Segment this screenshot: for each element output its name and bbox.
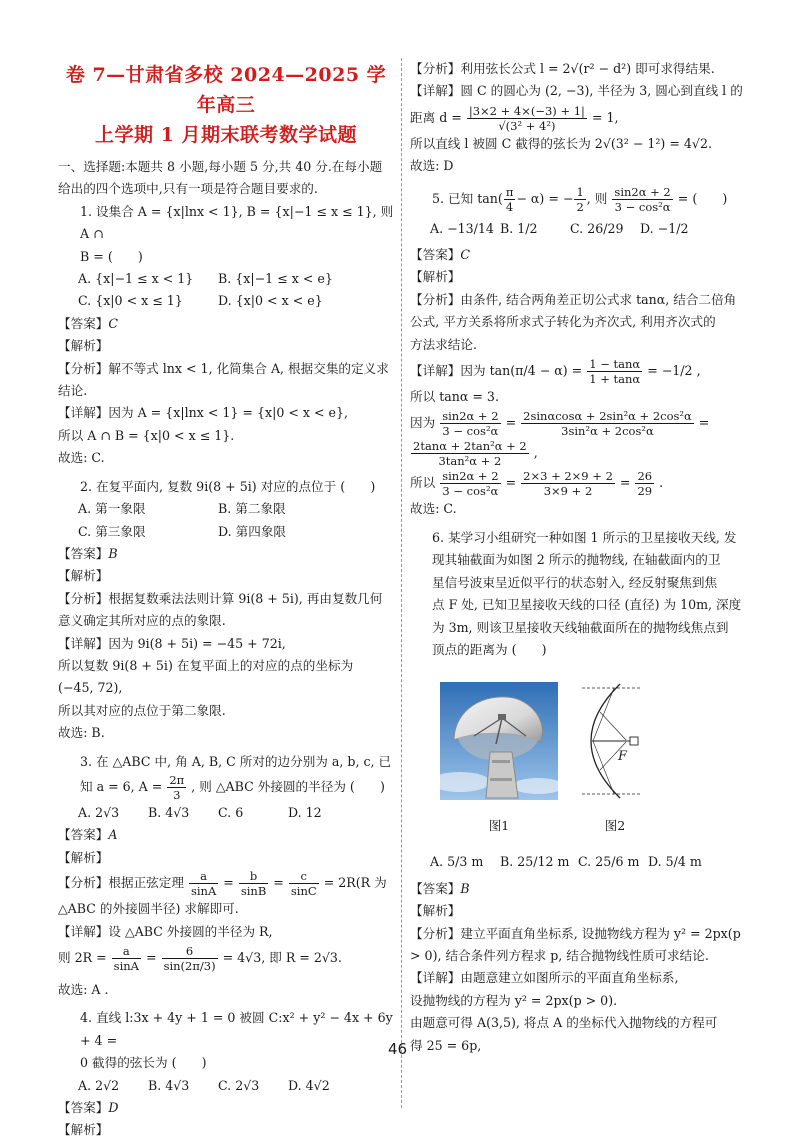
frac-den: 29 bbox=[637, 484, 653, 499]
q6-detail bbox=[410, 967, 746, 989]
q5-frac-b bbox=[521, 409, 694, 438]
q3-detail-2a: 则 2R = bbox=[58, 950, 107, 965]
frac-den: 4 bbox=[505, 199, 514, 214]
q2-option-c: C. 第三象限 bbox=[78, 523, 146, 539]
frac-den: 3 bbox=[173, 787, 181, 802]
equals: = bbox=[505, 475, 517, 491]
frac-num: sin2α + 2 bbox=[614, 184, 671, 199]
period: . bbox=[659, 475, 664, 491]
title-line-1: 卷 7—甘肃省多校 2024—2025 学年高三 bbox=[65, 64, 387, 116]
equals: = bbox=[145, 950, 157, 965]
answer-label: 【答案】 bbox=[58, 545, 109, 561]
q3-fenxi bbox=[58, 869, 394, 898]
q5-fenxi-3: 方法求结论. bbox=[410, 336, 477, 352]
equals: = bbox=[273, 875, 284, 891]
q4-stem-1: 4. 直线 l:3x + 4y + 1 = 0 被圆 C:x² + y² − 4x + 6y + 4 = bbox=[80, 1010, 393, 1048]
frac-num: b bbox=[239, 869, 268, 884]
q5-options bbox=[410, 218, 746, 240]
q6-option-d: D. 5/4 m bbox=[648, 854, 702, 870]
q1-analysis-header: 【解析】 bbox=[58, 338, 109, 354]
q2-answer-value: B bbox=[108, 545, 118, 561]
q6-stem-2: 现其轴截面为如图 2 所示的抛物线, 在轴截面内的卫 bbox=[432, 552, 721, 568]
q1-fenxi-cont: 结论. bbox=[58, 383, 88, 399]
law-fraction-a bbox=[189, 869, 218, 898]
q2-analysis-header: 【解析】 bbox=[58, 568, 109, 584]
q5-frac-1 bbox=[504, 185, 516, 214]
q6-fenxi-text: 建立平面直角坐标系, 设抛物线方程为 y² = 2px(p bbox=[460, 925, 741, 941]
q4-option-a: A. 2√2 bbox=[78, 1077, 120, 1093]
q5-detail bbox=[410, 356, 746, 386]
q5-frac-c bbox=[411, 439, 529, 468]
q5-fenxi-2: 公式, 平方关系将所求式子转化为齐次式, 利用齐次式的 bbox=[410, 314, 716, 330]
q6-answer bbox=[410, 878, 746, 900]
frac-num: sin2α + 2 bbox=[442, 409, 499, 424]
frac-den: sin(2π/3) bbox=[163, 959, 216, 973]
question-3 bbox=[58, 751, 394, 1002]
answer-label: 【答案】 bbox=[410, 247, 461, 263]
section-instruction-2: 给出的四个选项中,只有一项是符合题目要求的. bbox=[58, 181, 318, 197]
q5-frac-a bbox=[440, 409, 500, 438]
q5-detail-3 bbox=[410, 408, 746, 438]
question-5 bbox=[410, 184, 746, 521]
q1-answer-value: C bbox=[108, 315, 119, 331]
q5-frac-3 bbox=[612, 185, 672, 214]
frac-den: 2 bbox=[576, 199, 584, 214]
frac-num: 2×3 + 2×9 + 2 bbox=[523, 469, 613, 484]
q5-option-b: B. 1/2 bbox=[500, 220, 538, 236]
q4-conclusion: 故选: D bbox=[410, 158, 454, 174]
q3-analysis-header: 【解析】 bbox=[58, 849, 109, 865]
question-2 bbox=[58, 476, 394, 745]
q4-analysis-header: 【解析】 bbox=[58, 1122, 109, 1138]
satellite-dish-photo bbox=[440, 682, 558, 800]
question-6 bbox=[410, 527, 746, 1057]
frac-den: 3sin²α + 2cos²α bbox=[561, 424, 654, 439]
q5-stem-a: 5. 已知 tan( bbox=[432, 190, 503, 206]
xiangjie-label: 【详解】 bbox=[58, 635, 109, 651]
title-line-2: 上学期 1 月期末联考数学试题 bbox=[95, 124, 357, 146]
q3-detail-2b: = 4√3, 即 R = 2√3. bbox=[222, 950, 342, 965]
q4-detail-3: 所以直线 l 被圆 C 截得的弦长为 2√(3² − 1²) = 4√2. bbox=[410, 135, 712, 151]
q3-option-c: C. 6 bbox=[218, 804, 244, 820]
q2-option-b: B. 第二象限 bbox=[218, 501, 286, 517]
frac-den: 3×9 + 2 bbox=[543, 484, 593, 499]
page-number: 46 bbox=[388, 1040, 408, 1058]
frac-den: 3 − cos²α bbox=[614, 199, 671, 214]
frac-num: 2π bbox=[169, 772, 185, 787]
detail-fraction-a bbox=[112, 944, 141, 973]
q5-detail-5 bbox=[410, 468, 746, 498]
frac-num: 2sinαcosα + 2sin²α + 2cos²α bbox=[523, 409, 692, 424]
frac-den: sinB bbox=[240, 884, 267, 899]
figure-1-caption: 图1 bbox=[488, 817, 510, 833]
q5-tan-fraction bbox=[587, 357, 642, 386]
q6-options bbox=[410, 851, 746, 873]
answer-label: 【答案】 bbox=[410, 880, 461, 896]
q4-answer bbox=[58, 1097, 394, 1119]
q5-stem-d: = ( ) bbox=[677, 190, 728, 206]
q3-answer bbox=[58, 824, 394, 846]
q5-stem-c: , 则 bbox=[586, 190, 608, 206]
q2-fenxi bbox=[58, 588, 394, 610]
frac-den: 3tan²α + 2 bbox=[438, 454, 502, 469]
q5-answer-value: C bbox=[460, 247, 471, 263]
fenxi-label: 【分析】 bbox=[410, 925, 461, 941]
q3-fenxi-cont: △ABC 的外接圆半径) 求解即可. bbox=[58, 901, 239, 917]
q1-detail-2: 所以 A ∩ B = {x|0 < x ≤ 1}. bbox=[58, 427, 235, 443]
q1-option-a: A. {x|−1 ≤ x < 1} bbox=[78, 271, 194, 287]
frac-den: sinC bbox=[290, 884, 317, 899]
xiangjie-label: 【详解】 bbox=[410, 363, 461, 379]
frac-num: π bbox=[505, 184, 514, 199]
q3-stem-2a: 知 a = 6, A = bbox=[80, 778, 163, 794]
answer-label: 【答案】 bbox=[58, 827, 109, 843]
fenxi-label: 【分析】 bbox=[58, 360, 109, 376]
equals: = bbox=[698, 415, 710, 431]
q5-frac-d bbox=[440, 469, 500, 498]
q5-frac-2 bbox=[574, 185, 585, 214]
q1-detail bbox=[58, 402, 394, 424]
fenxi-label: 【分析】 bbox=[410, 61, 461, 76]
q2-answer bbox=[58, 543, 394, 565]
q6-option-b: B. 25/12 m bbox=[500, 854, 570, 870]
q3-angle-fraction bbox=[167, 773, 186, 802]
q3-detail bbox=[58, 921, 394, 943]
xiangjie-label: 【详解】 bbox=[410, 83, 461, 99]
q3-option-d: D. 12 bbox=[288, 804, 322, 820]
q2-option-a: A. 第一象限 bbox=[78, 501, 146, 517]
distance-fraction bbox=[467, 104, 587, 133]
q2-conclusion: 故选: B. bbox=[58, 725, 105, 741]
q2-option-d: D. 第四象限 bbox=[218, 523, 287, 539]
q3-stem-2 bbox=[58, 773, 394, 802]
q5-fenxi bbox=[410, 289, 746, 311]
q4-detail-2b: = 1, bbox=[591, 109, 619, 125]
q5-option-d: D. −1/2 bbox=[640, 220, 689, 236]
q1-option-c: C. {x|0 < x ≤ 1} bbox=[78, 293, 183, 309]
q6-analysis-header: 【解析】 bbox=[410, 903, 461, 919]
left-column bbox=[58, 58, 394, 1142]
q6-detail-3: 由题意可得 A(3,5), 将点 A 的坐标代入抛物线的方程可 bbox=[410, 1015, 718, 1031]
q1-option-b: B. {x|−1 ≤ x < e} bbox=[218, 271, 333, 287]
q3-detail-2 bbox=[58, 943, 394, 973]
q6-stem-4: 点 F 处, 已知卫星接收天线的口径 (直径) 为 10m, 深度 bbox=[432, 597, 742, 613]
frac-num: 26 bbox=[637, 469, 653, 484]
parabola-diagram bbox=[580, 682, 650, 800]
q1-option-d: D. {x|0 < x < e} bbox=[218, 293, 323, 309]
frac-num: |3×2 + 4×(−3) + 1| bbox=[468, 103, 585, 118]
section-instruction: 一、选择题:本题共 8 小题,每小题 5 分,共 40 分.在每小题 bbox=[58, 159, 383, 174]
law-fraction-c bbox=[289, 869, 319, 898]
q2-detail-4: 所以其对应的点位于第二象限. bbox=[58, 702, 226, 718]
q4-option-c: C. 2√3 bbox=[218, 1077, 260, 1093]
frac-num: a bbox=[189, 869, 218, 884]
q4-detail-2 bbox=[410, 103, 746, 133]
q2-detail-text: 因为 9i(8 + 5i) = −45 + 72i, bbox=[108, 635, 286, 651]
xiangjie-label: 【详解】 bbox=[410, 970, 461, 986]
frac-num: 1 bbox=[576, 184, 584, 199]
q5-fenxi-text: 由条件, 结合两角差正切公式求 tanα, 结合二倍角 bbox=[460, 291, 737, 307]
q3-stem-2b: , 则 △ABC 外接圆的半径为 ( ) bbox=[191, 778, 385, 794]
equals: = bbox=[223, 875, 234, 891]
q5-frac-f bbox=[635, 469, 654, 498]
q4-stem-2: 0 截得的弦长为 ( ) bbox=[80, 1055, 207, 1071]
frac-num: a bbox=[112, 944, 141, 959]
equals: = bbox=[505, 415, 517, 431]
q1-answer bbox=[58, 313, 394, 335]
q5-frac-e bbox=[521, 469, 615, 498]
q4-option-b: B. 4√3 bbox=[148, 1077, 190, 1093]
q3-fenxi-tail: = 2R(R 为 bbox=[323, 875, 387, 891]
q5-detail-5a: 所以 bbox=[410, 475, 436, 491]
q6-option-c: C. 25/6 m bbox=[578, 854, 640, 870]
q1-conclusion: 故选: C. bbox=[58, 450, 105, 466]
q1-options-row-1 bbox=[58, 268, 394, 290]
q3-conclusion: 故选: A . bbox=[58, 982, 109, 997]
q2-detail-2: 所以复数 9i(8 + 5i) 在复平面上的对应的点的坐标为 bbox=[58, 657, 354, 673]
q5-detail-2: 所以 tanα = 3. bbox=[410, 389, 499, 405]
frac-num: sin2α + 2 bbox=[442, 469, 499, 484]
question-1 bbox=[58, 201, 394, 470]
q2-stem: 2. 在复平面内, 复数 9i(8 + 5i) 对应的点位于 ( ) bbox=[80, 478, 376, 494]
q5-detail-1b: = −1/2 , bbox=[647, 363, 701, 379]
focus-label: F bbox=[618, 748, 628, 764]
q6-stem-6: 顶点的距离为 ( ) bbox=[432, 641, 547, 657]
figure-1 bbox=[440, 682, 558, 838]
document-title bbox=[58, 60, 394, 150]
q3-option-b: B. 4√3 bbox=[148, 804, 190, 820]
q5-analysis-header: 【解析】 bbox=[410, 269, 461, 285]
q5-detail-1a: 因为 tan(π/4 − α) = bbox=[460, 363, 583, 379]
q5-conclusion: 故选: C. bbox=[410, 501, 457, 517]
q6-detail-2: 设抛物线的方程为 y² = 2px(p > 0). bbox=[410, 992, 618, 1008]
q3-fenxi-text: 根据正弦定理 bbox=[108, 875, 184, 891]
q6-option-a: A. 5/3 m bbox=[430, 854, 484, 870]
figure-2 bbox=[580, 682, 650, 838]
q6-figures bbox=[410, 669, 746, 837]
frac-den: sinA bbox=[113, 959, 139, 973]
fenxi-label: 【分析】 bbox=[58, 590, 109, 606]
q1-options-row-2 bbox=[58, 290, 394, 312]
q6-fenxi bbox=[410, 923, 746, 945]
q5-detail-3a: 因为 bbox=[410, 415, 436, 431]
fenxi-label: 【分析】 bbox=[58, 875, 109, 891]
q6-detail-text: 由题意建立如图所示的平面直角坐标系, bbox=[460, 970, 679, 986]
q5-option-a: A. −13/14 bbox=[430, 220, 494, 236]
frac-den: 3 − cos²α bbox=[442, 424, 499, 439]
xiangjie-label: 【详解】 bbox=[58, 405, 109, 421]
q4-options bbox=[58, 1075, 394, 1097]
q5-answer bbox=[410, 244, 746, 266]
q3-stem-1: 3. 在 △ABC 中, 角 A, B, C 所对的边分别为 a, b, c, 已 bbox=[80, 753, 392, 769]
frac-num: 6 bbox=[162, 944, 218, 959]
q5-stem-b: − α) = − bbox=[516, 190, 574, 206]
q1-fenxi bbox=[58, 358, 394, 380]
q6-stem-3: 星信号波束呈近似平行的状态射入, 经反射聚焦到焦 bbox=[432, 574, 718, 590]
answer-label: 【答案】 bbox=[58, 1100, 109, 1116]
q6-detail-4: 得 25 = 6p, bbox=[410, 1037, 482, 1053]
q4-detail-text: 圆 C 的圆心为 (2, −3), 半径为 3, 圆心到直线 l 的 bbox=[460, 83, 743, 99]
question-4 bbox=[58, 1007, 394, 1141]
detail-fraction-b bbox=[162, 944, 218, 973]
equals: = bbox=[619, 475, 631, 491]
answer-label: 【答案】 bbox=[58, 315, 109, 331]
q1-detail-text: 因为 A = {x|lnx < 1} = {x|0 < x < e}, bbox=[108, 405, 349, 421]
q4-option-d: D. 4√2 bbox=[288, 1077, 330, 1093]
q1-fenxi-text: 解不等式 lnx < 1, 化简集合 A, 根据交集的定义求 bbox=[108, 360, 389, 376]
q5-option-c: C. 26/29 bbox=[570, 220, 624, 236]
q2-fenxi-cont: 意义确定其所对应的点的象限. bbox=[58, 613, 226, 629]
frac-den: 1 + tanα bbox=[589, 372, 641, 387]
q3-option-a: A. 2√3 bbox=[78, 804, 120, 820]
q4-detail bbox=[410, 80, 746, 102]
q6-stem-5: 为 3m, 则该卫星接收天线轴截面所在的抛物线焦点到 bbox=[432, 619, 729, 635]
frac-den: √(3² + 4²) bbox=[498, 118, 556, 133]
q2-detail-3: (−45, 72), bbox=[58, 680, 123, 696]
q1-stem-2: B = ( ) bbox=[80, 248, 143, 264]
q6-stem-1: 6. 某学习小组研究一种如图 1 所示的卫星接收天线, 发 bbox=[432, 529, 737, 545]
q5-detail-4 bbox=[410, 438, 746, 468]
q6-answer-value: B bbox=[460, 880, 470, 896]
q2-options-row-2 bbox=[58, 521, 394, 543]
frac-num: c bbox=[289, 869, 319, 884]
q2-fenxi-text: 根据复数乘法法则计算 9i(8 + 5i), 再由复数几何 bbox=[108, 590, 383, 606]
q4-fenxi-text: 利用弦长公式 l = 2√(r² − d²) 即可求得结果. bbox=[460, 61, 715, 76]
right-column bbox=[410, 58, 746, 1057]
q2-options-row-1 bbox=[58, 498, 394, 520]
q3-answer-value: A bbox=[108, 827, 118, 843]
figure-2-caption: 图2 bbox=[604, 817, 626, 833]
q3-detail-text: 设 △ABC 外接圆的半径为 R, bbox=[108, 923, 273, 939]
q3-options bbox=[58, 802, 394, 824]
column-divider bbox=[401, 58, 402, 1108]
comma: , bbox=[533, 445, 538, 461]
q4-answer-value: D bbox=[108, 1100, 119, 1116]
frac-num: 1 − tanα bbox=[589, 357, 641, 372]
q5-stem bbox=[410, 184, 746, 214]
frac-den: 3 − cos²α bbox=[442, 484, 499, 499]
law-fraction-b bbox=[239, 869, 268, 898]
frac-num: 2tanα + 2tan²α + 2 bbox=[413, 439, 527, 454]
q4-fenxi bbox=[410, 58, 746, 80]
frac-den: sinA bbox=[190, 884, 217, 899]
q6-fenxi-2: > 0), 结合条件列方程求 p, 结合抛物线性质可求结论. bbox=[410, 947, 709, 963]
fenxi-label: 【分析】 bbox=[410, 291, 461, 307]
q1-stem-1: 1. 设集合 A = {x|lnx < 1}, B = {x|−1 ≤ x ≤ 1}, 则 A ∩ bbox=[80, 203, 394, 242]
q2-detail bbox=[58, 633, 394, 655]
q4-detail-2a: 距离 d = bbox=[410, 109, 462, 125]
xiangjie-label: 【详解】 bbox=[58, 923, 109, 939]
